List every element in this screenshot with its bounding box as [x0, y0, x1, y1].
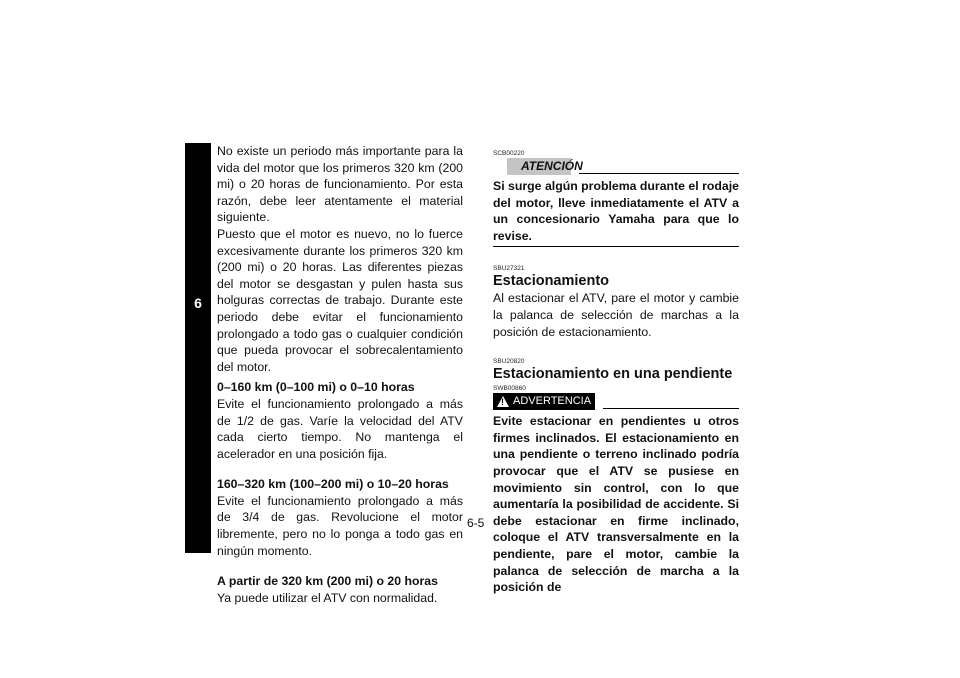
parking-text: Al estacionar el ATV, pare el motor y cambie la palanca de selección de marchas a la posición de estacionamiento.	[493, 291, 739, 339]
left-column	[217, 143, 463, 606]
engine-paragraph: Puesto que el motor es nuevo, no lo fuerce excesivamente durante los primeros 320 km (200 mi) o 20 horas. Las diferentes piezas del motor se desgastan y pulen hasta sus holguras correctas de trabajo. Durante este periodo debe evitar el funcionamiento prolongado a todo gas o cualquier condición que pueda provocar el sobrecalentamiento del motor.	[217, 226, 463, 374]
warning-text: Evite estacionar en pendientes u otros firmes inclinados. El estacionamiento en una pendiente o terreno inclinado podría provocar que el ATV se pusiese en movimiento sin control, con lo que aumentaría la posibilidad de accidente. Si debe estacionar en firme inclinado, coloque el ATV transversalmente en la pendiente, pare el motor, cambie la palanca de selección de marcha a la posición de	[493, 414, 739, 595]
slope-code: SBU20820	[493, 358, 525, 366]
right-column	[493, 150, 739, 596]
stage2-heading: 160–320 km (100–200 mi) o 10–20 horas	[217, 477, 449, 492]
chapter-tab	[185, 143, 211, 553]
attention-label: ATENCIÓN	[507, 158, 571, 175]
stage3-text: Ya puede utilizar el ATV con normalidad.	[217, 590, 438, 605]
stage1-heading: 0–160 km (0–100 mi) o 0–10 horas	[217, 380, 415, 395]
warning-triangle-icon	[497, 396, 509, 407]
stage2-text: Evite el funcionamiento prolongado a más de 3/4 de gas. Revolucione el motor libremente, pero no lo ponga a todo gas en ningún momento.	[217, 493, 463, 558]
attention-line	[579, 173, 739, 174]
warning-code: SWB00860	[493, 385, 526, 393]
attention-code: SCB00220	[493, 150, 525, 157]
warning-box	[493, 393, 595, 410]
warning-notice	[493, 393, 739, 410]
parking-heading: Estacionamiento	[493, 273, 610, 290]
attention-divider	[493, 246, 739, 247]
warning-line	[603, 408, 739, 409]
parking-code: SBU27321	[493, 265, 525, 273]
page-number: 6-5	[467, 516, 485, 530]
stage1-text: Evite el funcionamiento prolongado a más de 1/2 de gas. Varíe la velocidad del ATV cada cierto tiempo. No mantenga el acelerador en una posición fija.	[217, 396, 463, 461]
attention-notice	[493, 158, 739, 175]
warning-label: ADVERTENCIA	[513, 395, 592, 408]
stage3-heading: A partir de 320 km (200 mi) o 20 horas	[217, 574, 438, 589]
chapter-tab-label: 6	[194, 295, 202, 311]
intro-paragraph: No existe un periodo más importante para la vida del motor que los primeros 320 km (200 mi) o 20 horas de funcionamiento. Por esta razón, debe leer atentamente el material siguiente.	[217, 144, 463, 225]
slope-heading: Estacionamiento en una pendiente	[493, 366, 733, 383]
attention-text: Si surge algún problema durante el rodaje del motor, lleve inmediatamente el ATV a un concesionario Yamaha para que lo revise.	[493, 179, 739, 243]
